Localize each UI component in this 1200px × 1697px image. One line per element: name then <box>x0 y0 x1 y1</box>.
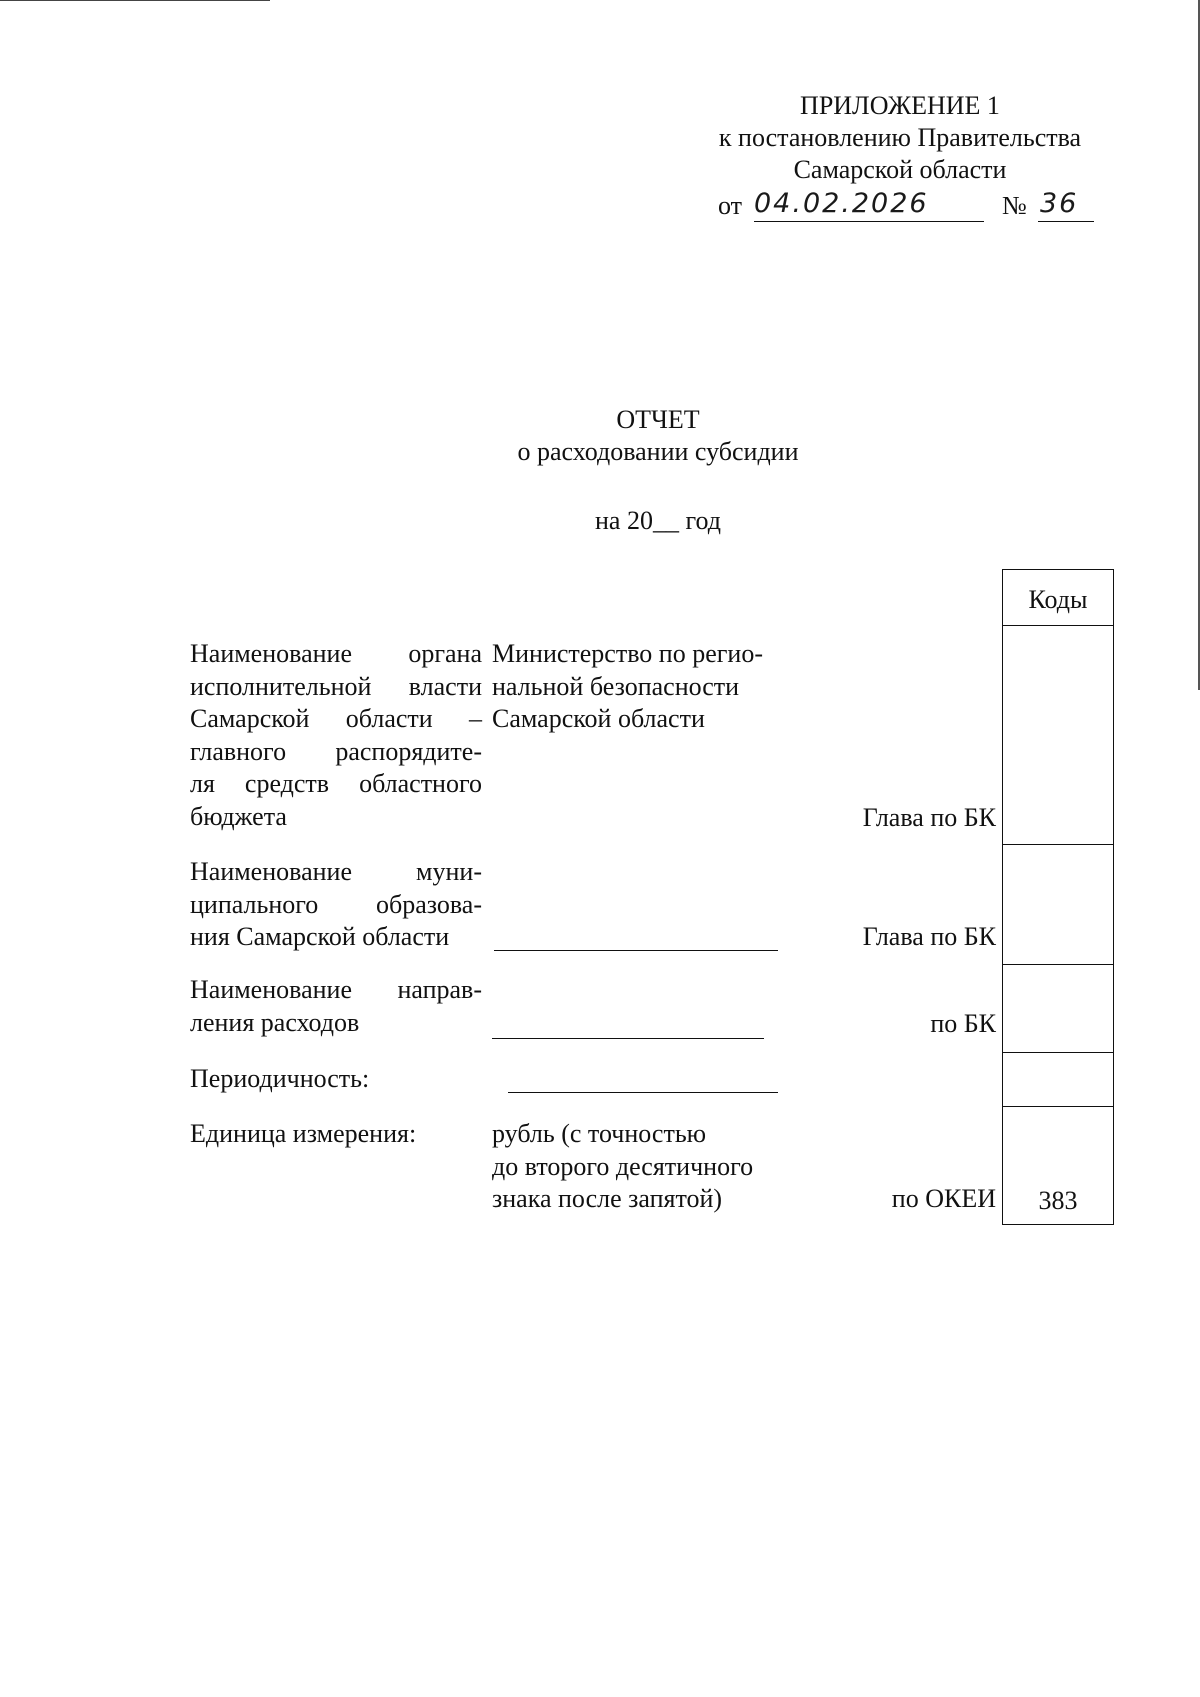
scan-frame-top <box>0 0 270 1</box>
report-title: ОТЧЕТ <box>616 405 700 434</box>
handwritten-number: 36 <box>1040 188 1079 219</box>
decree-date-line <box>718 190 1098 230</box>
okei-code-label: по ОКЕИ <box>891 1184 996 1213</box>
municipality-blank-line <box>494 950 778 951</box>
okei-code-value: 383 <box>1038 1186 1078 1215</box>
appendix-title: ПРИЛОЖЕНИЕ 1 <box>800 91 1000 120</box>
codes-divider <box>1003 1106 1113 1107</box>
appendix-line-1: к постановлению Правительства <box>718 123 1082 152</box>
unit-label: Единица измерения: <box>190 1119 417 1148</box>
number-prefix: № <box>1002 191 1027 220</box>
organ-code-label: Глава по БК <box>862 803 996 832</box>
periodicity-blank-line <box>508 1092 778 1093</box>
municipality-label: Наименование муни- ципального образова- ния Самарской области <box>190 857 482 951</box>
appendix-line-2: Самарской области <box>793 155 1007 184</box>
codes-column <box>1002 569 1114 1225</box>
codes-header: Коды <box>1028 585 1088 614</box>
direction-code-label: по БК <box>930 1009 996 1038</box>
date-prefix: от <box>718 191 743 220</box>
report-subtitle: о расходовании субсидии <box>517 437 799 466</box>
direction-blank-line <box>492 1038 764 1039</box>
direction-label: Наименование направ- ления расходов <box>190 975 482 1037</box>
codes-divider <box>1003 844 1113 845</box>
codes-divider <box>1003 625 1113 626</box>
unit-value: рубль (с точностью до второго десятичного знака после запятой) <box>492 1119 754 1213</box>
date-underline <box>754 221 984 222</box>
number-underline <box>1038 221 1094 222</box>
codes-divider <box>1003 1052 1113 1053</box>
report-year-line: на 20__ год <box>595 506 721 535</box>
municipality-code-label: Глава по БК <box>862 922 996 951</box>
codes-divider <box>1003 964 1113 965</box>
organ-label: Наименование органа исполнительной власти Самарской области – главного распорядите- ля средств областного бюджета <box>190 639 482 831</box>
handwritten-date: 04.02.2026 <box>754 188 929 219</box>
report-heading <box>400 404 916 468</box>
organ-value: Министерство по регио- нальной безопасности Самарской области <box>492 639 763 733</box>
appendix-header <box>680 90 1120 186</box>
periodicity-label: Периодичность: <box>190 1064 370 1093</box>
